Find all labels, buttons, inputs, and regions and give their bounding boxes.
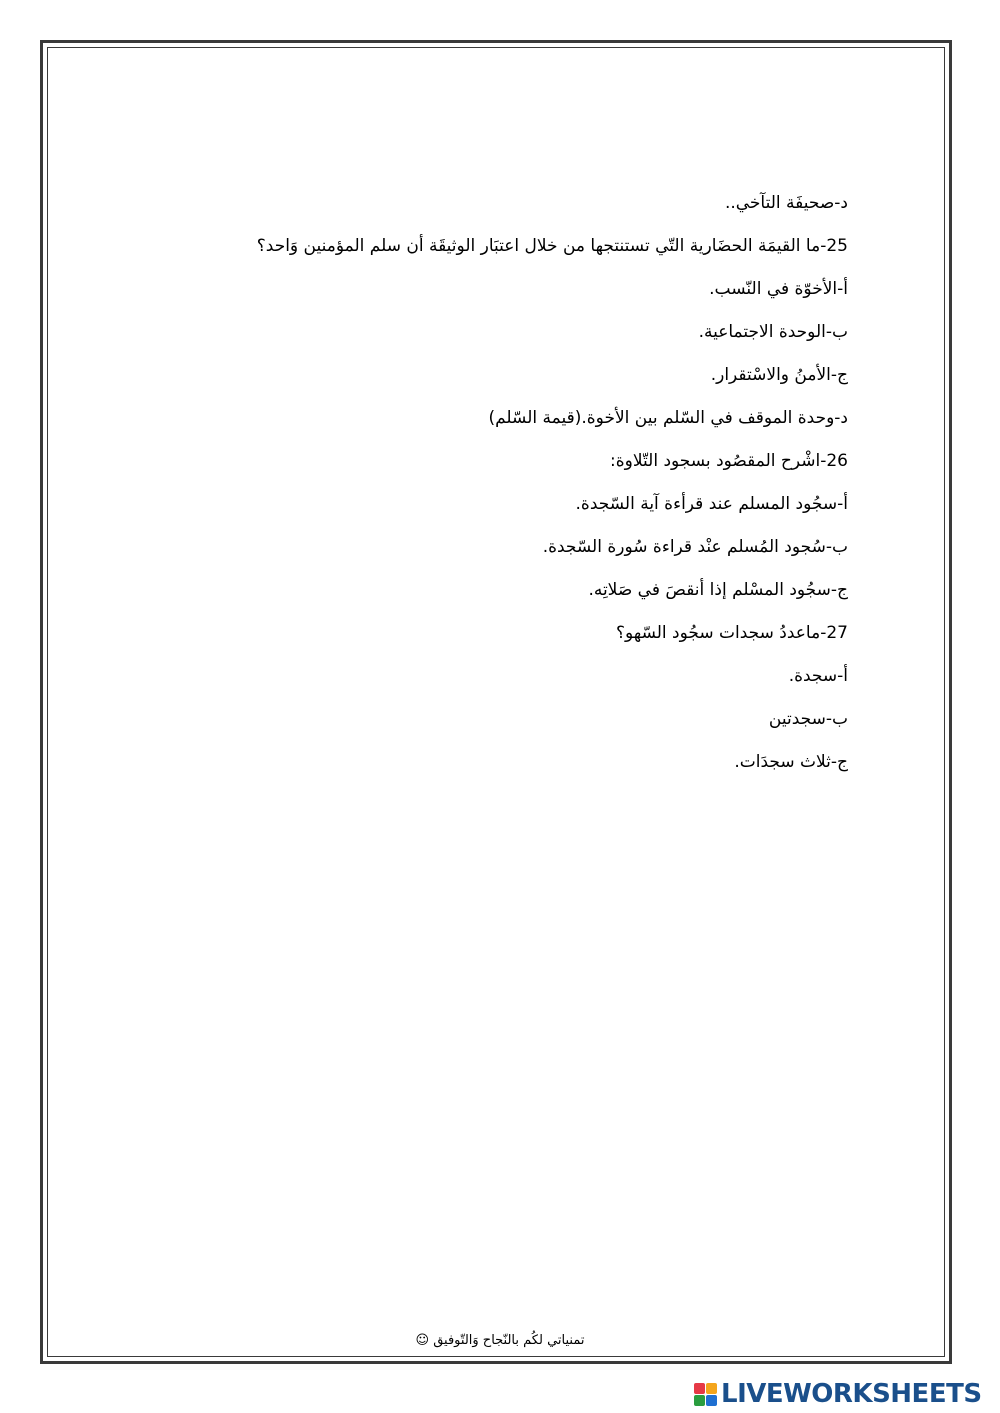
question-25: 25-ما القيمَة الحضَارية التّي تستنتجها من خلال اعتبَار الوثيقَة أن سلم المؤمنين وَاحد؟ — [256, 236, 848, 256]
liveworksheets-brand[interactable] — [694, 1378, 982, 1410]
answer-option-b: ب-سجدتين — [768, 709, 848, 729]
question-26: 26-اشْرح المقصُود بسجود التّلاوة: — [610, 451, 848, 471]
logo-square-green — [694, 1395, 705, 1406]
answer-option-c: ج-الأمنُ والاسْتقرار. — [710, 365, 848, 385]
answer-option-c: ج-سجُود المسْلم إذا أنقصَ في صَلاتِه. — [588, 580, 848, 600]
brand-name: LIVEWORKSHEETS — [721, 1379, 982, 1409]
answer-option-a: أ-سجدة. — [788, 666, 848, 686]
logo-square-blue — [706, 1395, 717, 1406]
answer-option-b: ب-سُجود المُسلم عنْد قراءة سُورة السّجدة. — [542, 537, 848, 557]
logo-square-red — [694, 1383, 705, 1394]
answer-option-a: أ-الأخوّة في النّسب. — [709, 279, 848, 299]
liveworksheets-logo-icon — [694, 1383, 717, 1406]
answer-option-a: أ-سجُود المسلم عند قرأءة آية السّجدة. — [575, 494, 848, 514]
answer-option-b: ب-الوحدة الاجتماعية. — [698, 322, 848, 342]
question-27: 27-ماعددُ سجدات سجُود السّهو؟ — [615, 623, 848, 643]
answer-option-d-brotherhood-newspaper: د-صحيفَة التآخي.. — [724, 193, 848, 213]
worksheet-content — [257, 192, 848, 794]
answer-option-d: د-وحدة الموقف في السّلم بين الأخوة.(قيمة السّلم) — [488, 408, 848, 428]
answer-option-c: ج-ثلاث سجدَات. — [734, 752, 848, 772]
logo-square-orange — [706, 1383, 717, 1394]
footer-wishes: تمنياتي لكُم بالنّجاح وَالتّوفيق ☺ — [415, 1333, 585, 1348]
